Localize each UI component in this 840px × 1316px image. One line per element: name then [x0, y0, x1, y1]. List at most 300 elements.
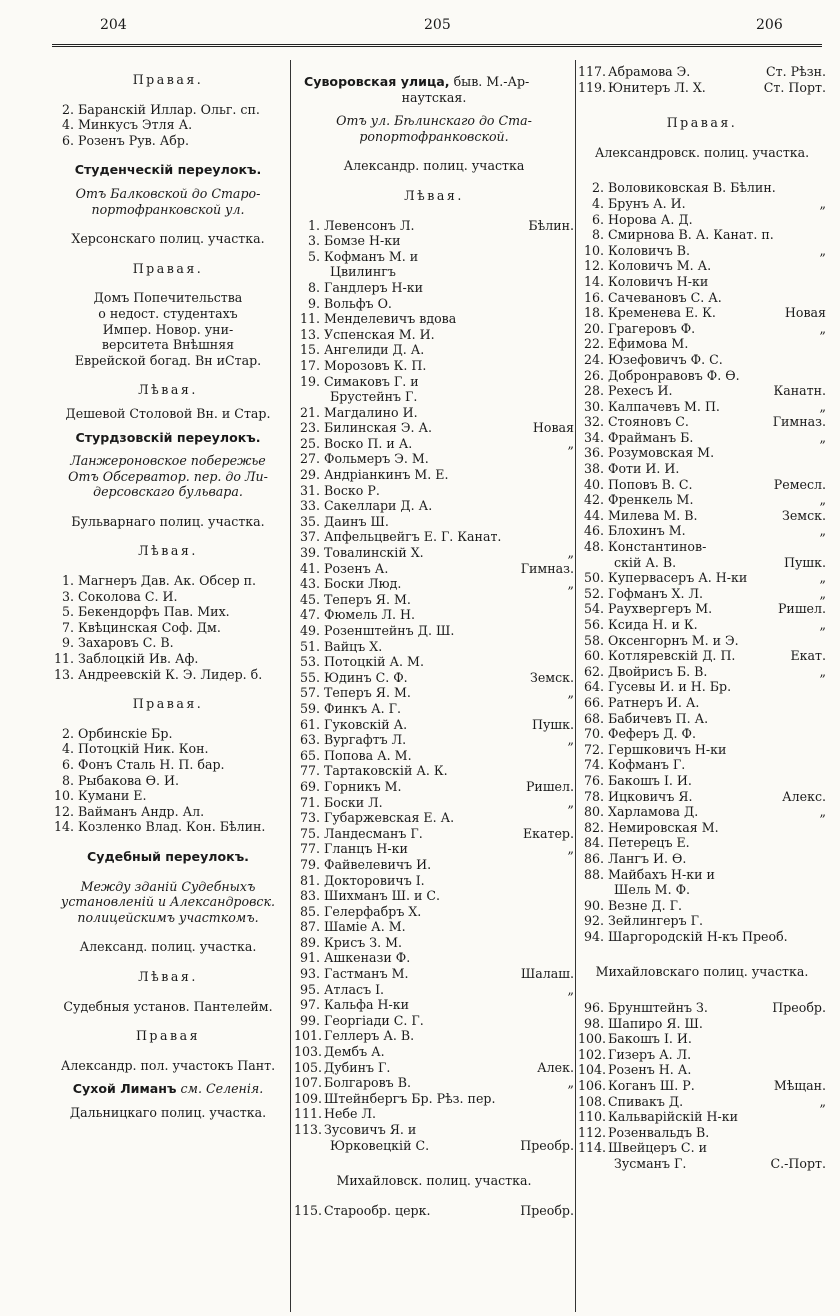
resident-name: Геллеръ А. В.	[324, 1028, 415, 1044]
list-item	[294, 888, 574, 904]
resident-name: Гофманъ Х. Л.	[608, 585, 703, 601]
resident-name: Ашкенази Ф.	[324, 950, 411, 966]
resident-name: Кальварійскій Н-ки	[608, 1109, 739, 1125]
resident-name: Дубинъ Г.	[324, 1059, 391, 1075]
cross-street: Алекс.	[782, 788, 826, 804]
house-number: 72.	[583, 741, 604, 757]
list-item	[294, 639, 574, 655]
house-number: 14.	[53, 819, 74, 835]
resident-name: Шаргородскій Н-къ Преоб.	[608, 928, 788, 944]
resident-name: Кумани Е.	[78, 788, 147, 804]
list-item	[294, 935, 574, 951]
house-number: 74.	[583, 757, 604, 773]
cross-street: Бѣлин.	[528, 217, 574, 233]
page-number-right: 206	[756, 17, 783, 33]
list-item	[294, 327, 574, 343]
resident-name: Френкель М.	[608, 492, 694, 508]
house-number: 4.	[591, 195, 604, 211]
cross-street: „	[819, 492, 826, 508]
house-number: 9.	[61, 635, 74, 651]
resident-list	[294, 218, 574, 1154]
house-number	[294, 389, 324, 405]
house-number: 63.	[299, 732, 320, 748]
resident-name: Левенсонъ Л.	[324, 217, 415, 233]
list-item	[294, 810, 574, 826]
house-number: 42.	[583, 492, 604, 508]
list-item	[48, 773, 288, 789]
side-heading: Правая.	[132, 696, 204, 712]
house-number: 60.	[583, 648, 604, 664]
list-item	[48, 741, 288, 757]
cross-street: Преобр.	[772, 1000, 826, 1016]
resident-name: Розенштейнъ Д. Ш.	[324, 623, 455, 638]
list-item	[294, 795, 574, 811]
list-item	[294, 1060, 574, 1076]
house-number: 113.	[294, 1122, 323, 1137]
house-number: 8.	[307, 279, 320, 295]
resident-name: Докторовичъ І.	[324, 872, 425, 888]
house-number: 98.	[583, 1015, 604, 1031]
resident-name: Сакеллари Д. А.	[324, 498, 433, 514]
resident-name: Горникъ М.	[324, 778, 402, 794]
resident-name: Розенъ Рув. Абр.	[78, 132, 189, 148]
list-item	[578, 1031, 826, 1047]
institution-text: Домъ Попечительства	[93, 290, 243, 306]
house-number: 12.	[53, 803, 74, 819]
police-district: Александровск. полиц. участка.	[594, 144, 810, 160]
house-number: 2.	[61, 101, 74, 117]
street-name: Судебный переулокъ.	[87, 848, 249, 864]
house-number: 48.	[583, 539, 604, 555]
list-item	[294, 1028, 574, 1044]
list-item	[48, 635, 288, 651]
list-item	[294, 919, 574, 935]
side-heading: Лѣвая.	[138, 543, 198, 559]
list-item	[294, 405, 574, 421]
cross-street: „	[819, 663, 826, 679]
side-heading: Правая.	[132, 72, 204, 87]
resident-name: Розенъ Н. А.	[608, 1062, 692, 1078]
list-item	[294, 592, 574, 608]
list-item	[48, 573, 288, 589]
list-item	[578, 742, 826, 758]
list-item	[578, 1078, 826, 1094]
house-number: 70.	[583, 726, 604, 742]
resident-name: Коловичъ М. А.	[608, 258, 712, 274]
resident-name: Шихманъ Ш. и С.	[324, 888, 440, 904]
house-number: 86.	[583, 850, 604, 866]
resident-name: Симаковъ Г. и	[324, 373, 419, 389]
street-description: ропортофранковской.	[359, 128, 509, 144]
house-number: 27.	[299, 451, 320, 467]
house-number: 32.	[583, 414, 604, 430]
house-number: 104.	[578, 1062, 607, 1078]
list-item	[578, 336, 826, 352]
list-item	[578, 508, 826, 524]
house-number: 77.	[299, 763, 320, 779]
list-item	[294, 826, 574, 842]
house-number: 92.	[583, 913, 604, 929]
resident-name: Магнеръ Дав. Ак. Обсер п.	[78, 573, 257, 589]
house-number: 102.	[578, 1046, 607, 1062]
cross-street: Ришел.	[525, 778, 574, 794]
list-item	[294, 779, 574, 795]
cross-street: „	[819, 320, 826, 336]
column-3	[578, 64, 826, 1316]
resident-name: Вайцъ Х.	[324, 638, 383, 654]
list-item	[294, 982, 574, 998]
resident-name: Файвелевичъ И.	[324, 856, 432, 872]
house-number: 103.	[294, 1044, 323, 1060]
list-item	[294, 717, 574, 733]
cross-street: Земск.	[781, 507, 826, 523]
list-item	[578, 664, 826, 680]
list-item	[578, 180, 826, 196]
resident-name: Даинъ Ш.	[324, 513, 389, 529]
resident-name: Рехесъ И.	[608, 383, 673, 399]
list-item	[294, 685, 574, 701]
resident-name: Ратнеръ И. А.	[608, 694, 700, 710]
house-number	[578, 882, 608, 898]
side-heading: Лѣвая.	[138, 968, 198, 984]
house-number: 106.	[578, 1078, 607, 1094]
house-number: 66.	[583, 694, 604, 710]
cross-street: „	[567, 981, 574, 997]
police-district: Бульварнаго полиц. участка.	[71, 513, 265, 529]
resident-name: Ландесманъ Г.	[324, 825, 423, 841]
list-item	[48, 788, 288, 804]
house-number: 85.	[299, 903, 320, 919]
cross-street: „	[819, 523, 826, 539]
house-number: 84.	[583, 835, 604, 851]
house-number: 107.	[294, 1075, 323, 1091]
house-number: 112.	[578, 1124, 607, 1140]
list-item	[578, 64, 826, 80]
house-number: 41.	[299, 560, 320, 576]
house-number: 43.	[299, 576, 320, 592]
resident-name: Георгіади С. Г.	[324, 1012, 424, 1028]
resident-name: Розенвальдъ В.	[608, 1124, 710, 1140]
list-item	[578, 835, 826, 851]
house-number: 114.	[578, 1140, 607, 1156]
resident-name: Губаржевская Е. А.	[324, 810, 455, 826]
list-item	[578, 274, 826, 290]
resident-name: Бакошъ І. И.	[608, 1031, 692, 1047]
police-district: Александр. полиц. участка	[343, 158, 525, 174]
cross-street: „	[819, 1093, 826, 1109]
resident-name: Везне Д. Г.	[608, 897, 683, 913]
resident-name: Воско П. и А.	[324, 435, 413, 451]
resident-name: Гизеръ А. Л.	[608, 1046, 692, 1062]
resident-list	[48, 102, 288, 149]
cross-street: „	[819, 585, 826, 601]
house-number: 29.	[299, 467, 320, 483]
list-item	[578, 804, 826, 820]
house-number: 88.	[583, 866, 604, 882]
house-number: 5.	[61, 604, 74, 620]
resident-list	[578, 180, 826, 944]
list-item	[294, 1138, 574, 1154]
list-item	[294, 342, 574, 358]
resident-name: Рыбакова Ѳ. И.	[78, 772, 179, 788]
house-number: 40.	[583, 476, 604, 492]
resident-name: Штейнбергъ Бр. Рѣз. пер.	[324, 1090, 496, 1106]
resident-name: Потоцкій А. М.	[324, 654, 424, 670]
resident-name: Ангелиди Д. А.	[324, 342, 425, 358]
list-item	[578, 477, 826, 493]
resident-name: Морозовъ К. П.	[324, 357, 427, 373]
list-item	[294, 311, 574, 327]
house-number: 68.	[583, 710, 604, 726]
house-number: 20.	[583, 320, 604, 336]
house-number: 44.	[583, 507, 604, 523]
police-district: Александ. полиц. участка.	[79, 939, 257, 955]
house-number: 61.	[299, 716, 320, 732]
resident-name: Немировская М.	[608, 819, 719, 835]
resident-name: Зусовичъ Я. и	[324, 1122, 417, 1137]
cross-street: Пушк.	[532, 716, 574, 732]
cross-street: „	[819, 398, 826, 414]
list-item	[294, 436, 574, 452]
list-item	[294, 514, 574, 530]
house-number: 101.	[294, 1028, 323, 1044]
police-district: Дальницкаго полиц. участка.	[69, 1104, 267, 1120]
house-number: 47.	[299, 607, 320, 623]
list-item	[578, 368, 826, 384]
cross-street: Ришел.	[777, 601, 826, 617]
cross-street: Канатн.	[773, 383, 826, 399]
resident-name: Гелерфабръ Х.	[324, 903, 422, 919]
house-number: 33.	[299, 498, 320, 514]
house-number: 1.	[61, 573, 74, 589]
resident-name: Коловичъ Н-ки	[608, 273, 709, 289]
street-reference: см. Селенія.	[180, 1081, 264, 1097]
side-heading: Правая	[135, 1028, 201, 1044]
list-item	[578, 773, 826, 789]
institution-text: Александр. пол. участокъ Пант.	[60, 1057, 276, 1073]
street-name: Суворовская улица,	[304, 74, 450, 89]
house-number: 5.	[307, 248, 320, 264]
resident-name: Цвилингъ	[330, 264, 396, 280]
list-item	[578, 820, 826, 836]
house-number: 82.	[583, 819, 604, 835]
institution-text: верситета Внѣшняя	[101, 337, 235, 353]
house-number: 56.	[583, 617, 604, 632]
list-item	[578, 929, 826, 945]
list-item	[578, 570, 826, 586]
cross-street: Новая	[784, 305, 826, 321]
list-item	[294, 233, 574, 249]
house-number: 59.	[299, 700, 320, 716]
list-item	[578, 695, 826, 711]
house-number: 76.	[583, 772, 604, 788]
list-item	[294, 904, 574, 920]
house-number: 49.	[299, 623, 320, 638]
house-number: 6.	[61, 757, 74, 772]
list-item	[294, 249, 574, 265]
list-item	[578, 851, 826, 867]
house-number: 55.	[299, 669, 320, 685]
house-number: 4.	[61, 741, 74, 757]
resident-name: Бомзе Н-ки	[324, 233, 401, 249]
resident-name: Кофманъ М. и	[324, 248, 419, 264]
page-number-center: 205	[424, 17, 451, 33]
cross-street: Ст. Порт.	[763, 79, 826, 95]
house-number: 18.	[583, 305, 604, 321]
street-description: установленій и Александровск.	[61, 894, 275, 910]
list-item	[294, 467, 574, 483]
police-district: Михайловск. полиц. участка.	[336, 1173, 532, 1189]
list-item	[294, 748, 574, 764]
resident-name: Минкусъ Этля А.	[78, 117, 193, 133]
list-item	[294, 1044, 574, 1060]
house-number: 109.	[294, 1090, 323, 1106]
resident-name: Блохинъ М.	[608, 523, 686, 539]
resident-name: Билинская Э. А.	[324, 420, 433, 436]
resident-name: Квѣцинская Соф. Дм.	[78, 619, 221, 635]
list-item	[578, 601, 826, 617]
resident-name: Лангъ И. Ѳ.	[608, 850, 687, 866]
list-item	[294, 997, 574, 1013]
resident-name: Потоцкій Ник. Кон.	[78, 741, 209, 757]
house-number: 22.	[583, 336, 604, 352]
resident-name: Бакошъ І. И.	[608, 772, 692, 788]
house-number: 36.	[583, 445, 604, 461]
house-number: 10.	[583, 242, 604, 258]
resident-name: Брустейнъ Г.	[330, 389, 418, 405]
cross-street: „	[567, 841, 574, 857]
list-item	[48, 589, 288, 605]
house-number: 7.	[61, 619, 74, 635]
list-item	[578, 586, 826, 602]
house-number: 105.	[294, 1059, 323, 1075]
cross-street: „	[819, 617, 826, 632]
list-item	[578, 1125, 826, 1141]
cross-street: Екатер.	[522, 825, 574, 841]
list-item	[294, 1075, 574, 1091]
house-number: 51.	[299, 638, 320, 654]
resident-name: Норова А. Д.	[608, 211, 693, 227]
resident-name: Воловиковская В. Бѣлин.	[608, 180, 776, 196]
resident-name: Шель М. Ф.	[614, 882, 691, 898]
list-item	[294, 374, 574, 390]
house-number: 110.	[578, 1109, 607, 1125]
resident-list	[578, 1000, 826, 1172]
cross-street: С.-Порт.	[770, 1156, 826, 1171]
list-item	[578, 445, 826, 461]
house-number: 75.	[299, 825, 320, 841]
resident-name: Зейлингеръ Г.	[608, 913, 703, 929]
list-item	[48, 651, 288, 667]
resident-name: Гуковскій А.	[324, 716, 408, 732]
house-number: 1.	[307, 217, 320, 233]
resident-name: Смирнова В. А. Канат. п.	[608, 227, 774, 243]
list-item	[578, 1156, 826, 1172]
house-number: 115.	[294, 1202, 323, 1218]
list-item	[48, 819, 288, 835]
cross-street: „	[567, 1075, 574, 1091]
cross-street: Земск.	[529, 669, 574, 685]
cross-street: „	[819, 570, 826, 586]
house-number: 52.	[583, 585, 604, 601]
resident-name: Купервасеръ А. Н-ки	[608, 570, 748, 586]
column-1	[48, 64, 288, 1316]
list-item	[294, 701, 574, 717]
resident-name: Кременева Е. К.	[608, 305, 716, 321]
list-item	[578, 461, 826, 477]
house-number: 45.	[299, 591, 320, 607]
resident-name: Гершковичъ Н-ки	[608, 741, 727, 757]
cross-street: Мѣщан.	[773, 1078, 826, 1094]
list-item	[578, 227, 826, 243]
house-number: 57.	[299, 685, 320, 701]
resident-name: Константинов-	[608, 539, 707, 555]
list-item	[578, 867, 826, 883]
house-number: 16.	[583, 289, 604, 305]
house-number: 4.	[61, 117, 74, 133]
list-item	[578, 383, 826, 399]
cross-street: „	[567, 576, 574, 592]
house-number: 119.	[578, 79, 607, 95]
resident-name: Фюмель Л. Н.	[324, 607, 416, 623]
list-item	[48, 757, 288, 773]
resident-name: Ицковичъ Я.	[608, 788, 693, 804]
street-entry	[48, 1081, 288, 1097]
house-number: 95.	[299, 981, 320, 997]
house-number: 6.	[61, 132, 74, 148]
list-item	[294, 389, 574, 405]
house-number: 89.	[299, 934, 320, 950]
cross-street: „	[567, 435, 574, 451]
list-item	[578, 212, 826, 228]
resident-name: Менделевичъ вдова	[324, 311, 457, 327]
resident-name: Теперъ Я. М.	[324, 591, 411, 607]
house-number: 79.	[299, 856, 320, 872]
list-item	[578, 711, 826, 727]
house-number: 26.	[583, 367, 604, 383]
street-description: Между зданій Судебныхъ	[80, 878, 256, 894]
list-item	[578, 290, 826, 306]
list-item	[294, 545, 574, 561]
list-item	[294, 1091, 574, 1107]
resident-name: Финкъ А. Г.	[324, 700, 402, 716]
house-number: 91.	[299, 950, 320, 966]
resident-name: Майбахъ Н-ки и	[608, 866, 715, 882]
resident-name: Грагеровъ Ф.	[608, 320, 696, 336]
list-item	[578, 430, 826, 446]
list-item	[294, 1106, 574, 1122]
list-item	[578, 1140, 826, 1156]
resident-name: Розенъ А.	[324, 560, 389, 576]
street-name: Стурдзовскій переулокъ.	[75, 429, 261, 445]
resident-name: Юзефовичъ Ф. С.	[608, 351, 723, 367]
list-item	[48, 667, 288, 683]
street-note: наутская.	[401, 89, 467, 105]
page-number-left: 204	[100, 17, 127, 33]
column-divider-2	[575, 60, 576, 1312]
resident-name: Поповъ В. С.	[608, 476, 693, 492]
column-divider-1	[290, 60, 291, 1312]
house-number: 77.	[299, 841, 320, 857]
house-number: 13.	[53, 666, 74, 682]
resident-list	[48, 573, 288, 682]
house-number: 11.	[53, 651, 74, 667]
house-number: 90.	[583, 897, 604, 913]
house-number: 94.	[583, 928, 604, 944]
house-number: 2.	[591, 180, 604, 196]
list-item	[578, 243, 826, 259]
header-rule	[52, 44, 822, 47]
